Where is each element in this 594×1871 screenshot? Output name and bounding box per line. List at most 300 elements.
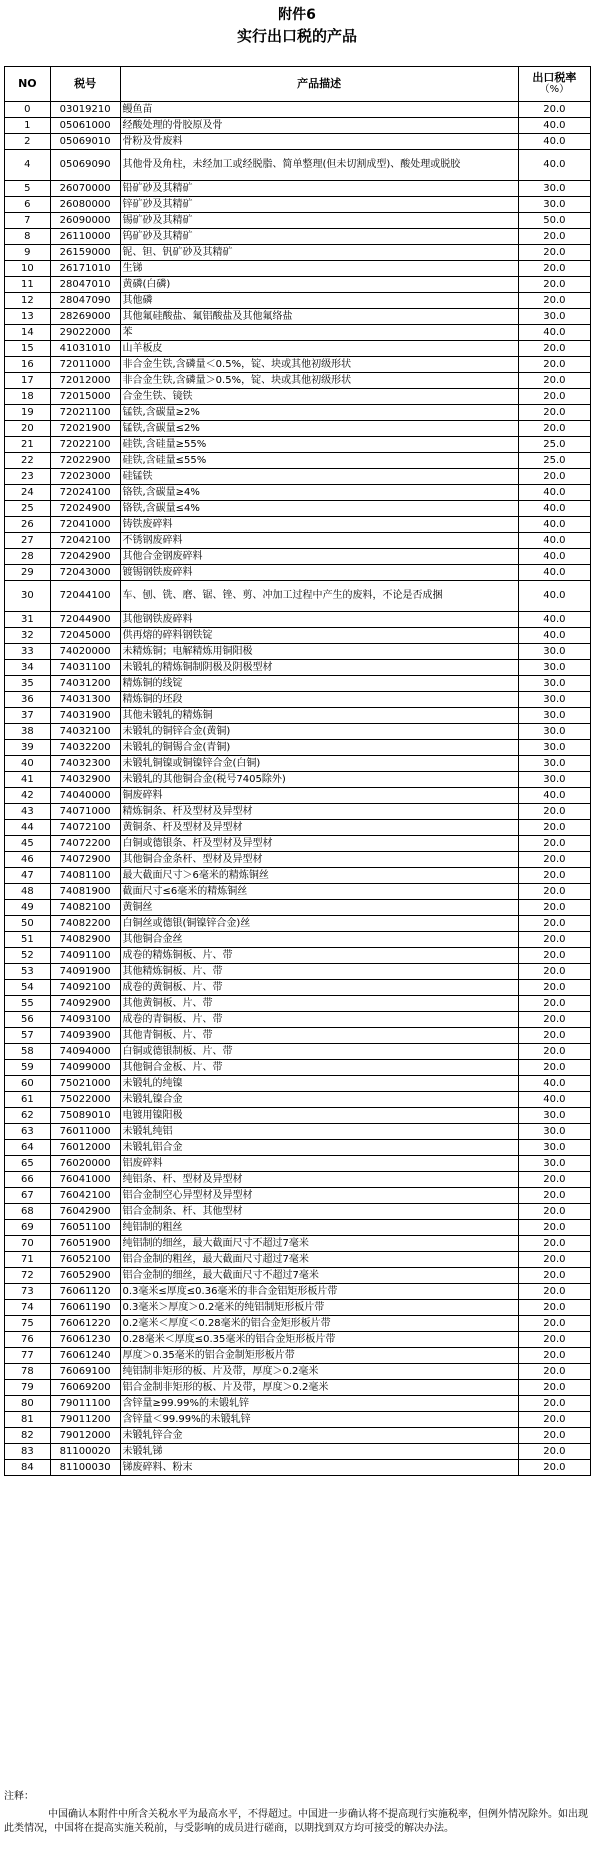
table-row [5,1268,591,1284]
row-number: 64 [5,1140,51,1156]
tariff-code: 76051100 [50,1220,120,1236]
product-description: 其他未锻轧的精炼铜 [120,708,518,724]
tariff-code: 72045000 [50,628,120,644]
table-row [5,197,591,213]
product-description: 鳗鱼苗 [120,102,518,118]
product-description: 0.28毫米＜厚度≤0.35毫米的铝合金矩形板片带 [120,1332,518,1348]
export-tax-rate: 30.0 [518,692,590,708]
row-number: 61 [5,1092,51,1108]
export-tax-rate: 20.0 [518,245,590,261]
export-tax-rate: 40.0 [518,1076,590,1092]
export-tax-rate: 30.0 [518,660,590,676]
export-tax-rate: 20.0 [518,1348,590,1364]
table-row [5,134,591,150]
row-number: 13 [5,309,51,325]
row-number: 1 [5,118,51,134]
product-description: 铬铁,含碳量≤4% [120,501,518,517]
tariff-code: 29022000 [50,325,120,341]
table-row [5,1156,591,1172]
tariff-code: 74032100 [50,724,120,740]
row-number: 66 [5,1172,51,1188]
header-rate-unit: （%） [539,84,570,95]
table-row [5,740,591,756]
table-row [5,533,591,549]
table-row [5,1428,591,1444]
product-description: 白铜或德银条、杆及型材及异型材 [120,836,518,852]
table-row [5,565,591,581]
annex-number: 附件6 [278,7,316,23]
export-tax-rate: 20.0 [518,1412,590,1428]
tariff-code: 74032200 [50,740,120,756]
product-description: 生锑 [120,261,518,277]
export-tax-rate: 20.0 [518,1188,590,1204]
row-number: 2 [5,134,51,150]
tariff-code: 28047090 [50,293,120,309]
product-description: 铝合金制的细丝，最大截面尺寸不超过7毫米 [120,1268,518,1284]
product-description: 其他钢铁废碎料 [120,612,518,628]
table-row [5,1332,591,1348]
tariff-code: 76061230 [50,1332,120,1348]
export-tax-rate: 30.0 [518,1108,590,1124]
table-row [5,756,591,772]
row-number: 32 [5,628,51,644]
row-number: 72 [5,1268,51,1284]
table-row [5,772,591,788]
row-number: 23 [5,469,51,485]
row-number: 36 [5,692,51,708]
row-number: 50 [5,916,51,932]
row-number: 49 [5,900,51,916]
tariff-code: 76061240 [50,1348,120,1364]
product-description: 截面尺寸≤6毫米的精炼铜丝 [120,884,518,900]
export-tax-rate: 20.0 [518,804,590,820]
export-tax-rate: 20.0 [518,1236,590,1252]
row-number: 51 [5,932,51,948]
export-tax-rate: 30.0 [518,1140,590,1156]
table-row [5,437,591,453]
export-tax-rate: 20.0 [518,1220,590,1236]
row-number: 58 [5,1044,51,1060]
row-number: 78 [5,1364,51,1380]
tariff-code: 76042900 [50,1204,120,1220]
table-row [5,660,591,676]
tariff-code: 72022100 [50,437,120,453]
export-tax-rate: 20.0 [518,996,590,1012]
export-tax-table [4,66,591,1476]
export-tax-rate: 40.0 [518,1092,590,1108]
table-row [5,1284,591,1300]
table-row [5,373,591,389]
header-no: NO [5,67,51,102]
row-number: 71 [5,1252,51,1268]
row-number: 17 [5,373,51,389]
row-number: 19 [5,405,51,421]
tariff-code: 72044900 [50,612,120,628]
export-tax-rate: 20.0 [518,964,590,980]
table-row [5,612,591,628]
table-row [5,357,591,373]
tariff-code: 76069100 [50,1364,120,1380]
product-description: 黄铜条、杆及型材及异型材 [120,820,518,836]
table-row [5,1236,591,1252]
product-description: 其他磷 [120,293,518,309]
product-description: 其他铜合金板、片、带 [120,1060,518,1076]
export-tax-rate: 20.0 [518,469,590,485]
export-tax-rate: 40.0 [518,628,590,644]
product-description: 纯铝制的细丝，最大截面尺寸不超过7毫米 [120,1236,518,1252]
row-number: 12 [5,293,51,309]
export-tax-rate: 30.0 [518,740,590,756]
product-description: 未锻轧的精炼铜制阴极及阴极型材 [120,660,518,676]
export-tax-rate: 20.0 [518,1428,590,1444]
row-number: 48 [5,884,51,900]
product-description: 不锈钢废碎料 [120,533,518,549]
export-tax-rate: 20.0 [518,357,590,373]
row-number: 38 [5,724,51,740]
product-description: 未锻轧的铜锌合金(黄铜) [120,724,518,740]
tariff-code: 75089010 [50,1108,120,1124]
export-tax-rate: 20.0 [518,1380,590,1396]
row-number: 67 [5,1188,51,1204]
product-description: 含锌量＜99.99%的未锻轧锌 [120,1412,518,1428]
table-row [5,1252,591,1268]
tariff-code: 03019210 [50,102,120,118]
table-row [5,1172,591,1188]
tariff-code: 74091100 [50,948,120,964]
row-number: 34 [5,660,51,676]
table-row [5,1012,591,1028]
table-row [5,804,591,820]
export-tax-rate: 20.0 [518,1044,590,1060]
tariff-code: 74031300 [50,692,120,708]
row-number: 21 [5,437,51,453]
product-description: 其他黄铜板、片、带 [120,996,518,1012]
product-description: 锡矿砂及其精矿 [120,213,518,229]
row-number: 57 [5,1028,51,1044]
row-number: 62 [5,1108,51,1124]
product-description: 0.3毫米≤厚度≤0.36毫米的非合金铝矩形板片带 [120,1284,518,1300]
export-tax-rate: 20.0 [518,868,590,884]
row-number: 76 [5,1332,51,1348]
row-number: 69 [5,1220,51,1236]
table-row [5,948,591,964]
tariff-code: 74094000 [50,1044,120,1060]
row-number: 81 [5,1412,51,1428]
tariff-code: 76061190 [50,1300,120,1316]
tariff-code: 74082100 [50,900,120,916]
table-row [5,1060,591,1076]
table-row [5,1140,591,1156]
table-row [5,1124,591,1140]
row-number: 42 [5,788,51,804]
table-row [5,229,591,245]
row-number: 28 [5,549,51,565]
export-tax-rate: 20.0 [518,1284,590,1300]
product-description: 铝合金制的粗丝，最大截面尺寸超过7毫米 [120,1252,518,1268]
product-description: 未锻轧镍合金 [120,1092,518,1108]
export-tax-rate: 20.0 [518,1396,590,1412]
product-description: 含锌量≥99.99%的未锻轧锌 [120,1396,518,1412]
table-row [5,485,591,501]
row-number: 83 [5,1444,51,1460]
tariff-code: 79011100 [50,1396,120,1412]
table-row [5,1044,591,1060]
tariff-code: 74081900 [50,884,120,900]
row-number: 55 [5,996,51,1012]
product-description: 纯铝制的粗丝 [120,1220,518,1236]
row-number: 25 [5,501,51,517]
tariff-code: 76069200 [50,1380,120,1396]
export-tax-rate: 20.0 [518,948,590,964]
tariff-code: 75021000 [50,1076,120,1092]
tariff-code: 72022900 [50,453,120,469]
row-number: 41 [5,772,51,788]
table-row [5,724,591,740]
tariff-code: 74071000 [50,804,120,820]
tariff-code: 76052100 [50,1252,120,1268]
export-tax-rate: 20.0 [518,1012,590,1028]
row-number: 24 [5,485,51,501]
table-row [5,900,591,916]
export-tax-rate: 20.0 [518,1316,590,1332]
table-row [5,1028,591,1044]
product-description: 供再熔的碎料钢铁锭 [120,628,518,644]
product-description: 未锻轧纯铝 [120,1124,518,1140]
row-number: 44 [5,820,51,836]
table-row [5,181,591,197]
product-description: 未锻轧锑 [120,1444,518,1460]
table-row [5,1204,591,1220]
product-description: 其他氟硅酸盐、氟铝酸盐及其他氟络盐 [120,309,518,325]
row-number: 54 [5,980,51,996]
table-row [5,118,591,134]
row-number: 26 [5,517,51,533]
product-description: 黄铜丝 [120,900,518,916]
tariff-code: 74082900 [50,932,120,948]
product-description: 钨矿砂及其精矿 [120,229,518,245]
export-tax-rate: 20.0 [518,373,590,389]
product-description: 铝合金制条、杆、其他型材 [120,1204,518,1220]
export-tax-rate: 20.0 [518,1268,590,1284]
export-tax-rate: 30.0 [518,181,590,197]
export-tax-rate: 20.0 [518,1204,590,1220]
product-description: 最大截面尺寸＞6毫米的精炼铜丝 [120,868,518,884]
row-number: 11 [5,277,51,293]
row-number: 77 [5,1348,51,1364]
row-number: 4 [5,150,51,181]
row-number: 53 [5,964,51,980]
export-tax-rate: 30.0 [518,197,590,213]
tariff-code: 72042100 [50,533,120,549]
table-row [5,788,591,804]
table-header-row [5,67,591,102]
row-number: 70 [5,1236,51,1252]
tariff-code: 74020000 [50,644,120,660]
product-description: 其他精炼铜板、片、带 [120,964,518,980]
table-row [5,421,591,437]
product-description: 硅锰铁 [120,469,518,485]
row-number: 68 [5,1204,51,1220]
row-number: 5 [5,181,51,197]
export-tax-rate: 30.0 [518,309,590,325]
table-row [5,1412,591,1428]
product-description: 合金生铁、镜铁 [120,389,518,405]
tariff-code: 74072900 [50,852,120,868]
product-description: 铸铁废碎料 [120,517,518,533]
export-tax-rate: 20.0 [518,1444,590,1460]
tariff-code: 74031100 [50,660,120,676]
export-tax-rate: 30.0 [518,756,590,772]
product-description: 非合金生铁,含磷量＞0.5%，锭、块或其他初级形状 [120,373,518,389]
export-tax-rate: 40.0 [518,788,590,804]
product-description: 白铜丝或德银(铜镍锌合金)丝 [120,916,518,932]
row-number: 33 [5,644,51,660]
table-row [5,150,591,181]
product-description: 锰铁,含碳量≤2% [120,421,518,437]
row-number: 43 [5,804,51,820]
export-tax-rate: 20.0 [518,1172,590,1188]
tariff-code: 81100030 [50,1460,120,1476]
table-row [5,1396,591,1412]
product-description: 厚度＞0.35毫米的铝合金制矩形板片带 [120,1348,518,1364]
table-row [5,708,591,724]
product-description: 成卷的黄铜板、片、带 [120,980,518,996]
table-row [5,1444,591,1460]
product-description: 山羊板皮 [120,341,518,357]
export-tax-rate: 20.0 [518,932,590,948]
export-tax-rate: 20.0 [518,102,590,118]
export-tax-rate: 20.0 [518,261,590,277]
tariff-code: 79011200 [50,1412,120,1428]
table-row [5,245,591,261]
tariff-code: 74032300 [50,756,120,772]
row-number: 31 [5,612,51,628]
row-number: 46 [5,852,51,868]
row-number: 16 [5,357,51,373]
export-tax-rate: 20.0 [518,1028,590,1044]
table-row [5,581,591,612]
tariff-code: 72024900 [50,501,120,517]
export-tax-rate: 25.0 [518,437,590,453]
table-row [5,820,591,836]
product-description: 经酸处理的骨胶原及骨 [120,118,518,134]
row-number: 7 [5,213,51,229]
export-tax-rate: 30.0 [518,1156,590,1172]
row-number: 14 [5,325,51,341]
product-description: 铬铁,含碳量≥4% [120,485,518,501]
product-description: 纯铝制非矩形的板、片及带，厚度＞0.2毫米 [120,1364,518,1380]
export-tax-rate: 40.0 [518,118,590,134]
export-tax-rate: 40.0 [518,501,590,517]
tariff-code: 74031200 [50,676,120,692]
export-tax-rate: 40.0 [518,549,590,565]
table-row [5,676,591,692]
row-number: 27 [5,533,51,549]
table-row [5,1188,591,1204]
table-row [5,277,591,293]
row-number: 84 [5,1460,51,1476]
note-text: 中国确认本附件中所含关税水平为最高水平，不得超过。中国进一步确认将不提高现行实施税率，但例外情况除外。如出现此类情况，中国将在提高实施关税前，与受影响的成员进行磋商，以期找到双方均可接受的解决办法。 [4,1809,588,1834]
table-row [5,932,591,948]
table-row [5,469,591,485]
export-tax-rate: 40.0 [518,533,590,549]
export-tax-rate: 20.0 [518,1060,590,1076]
product-description: 非合金生铁,含磷量＜0.5%，锭、块或其他初级形状 [120,357,518,373]
table-row [5,1380,591,1396]
product-description: 精炼铜的坯段 [120,692,518,708]
export-tax-rate: 20.0 [518,341,590,357]
row-number: 0 [5,102,51,118]
product-description: 铝合金制空心异型材及异型材 [120,1188,518,1204]
tariff-code: 74082200 [50,916,120,932]
product-description: 铝合金制非矩形的板、片及带，厚度＞0.2毫米 [120,1380,518,1396]
row-number: 52 [5,948,51,964]
product-description: 苯 [120,325,518,341]
row-number: 30 [5,581,51,612]
tariff-code: 72011000 [50,357,120,373]
table-row [5,628,591,644]
product-description: 未锻轧锌合金 [120,1428,518,1444]
table-row [5,1076,591,1092]
product-description: 精炼铜条、杆及型材及异型材 [120,804,518,820]
row-number: 59 [5,1060,51,1076]
table-row [5,692,591,708]
row-number: 75 [5,1316,51,1332]
export-tax-rate: 20.0 [518,405,590,421]
table-row [5,1460,591,1476]
row-number: 37 [5,708,51,724]
tariff-code: 26080000 [50,197,120,213]
note-label: 注释： [4,1791,34,1802]
product-description: 纯铝条、杆、型材及异型材 [120,1172,518,1188]
product-description: 电镀用镍阳极 [120,1108,518,1124]
product-description: 0.2毫米＜厚度＜0.28毫米的铝合金矩形板片带 [120,1316,518,1332]
product-description: 黄磷(白磷) [120,277,518,293]
tariff-code: 76061120 [50,1284,120,1300]
tariff-code: 26070000 [50,181,120,197]
tariff-code: 74040000 [50,788,120,804]
export-tax-rate: 20.0 [518,852,590,868]
export-tax-rate: 40.0 [518,485,590,501]
row-number: 73 [5,1284,51,1300]
table-row [5,1108,591,1124]
tariff-code: 72043000 [50,565,120,581]
tariff-code: 72024100 [50,485,120,501]
row-number: 20 [5,421,51,437]
product-description: 车、刨、铣、磨、锯、锉、剪、冲加工过程中产生的废料，不论是否成捆 [120,581,518,612]
tariff-code: 74072200 [50,836,120,852]
table-row [5,261,591,277]
tariff-code: 72042900 [50,549,120,565]
row-number: 22 [5,453,51,469]
product-description: 成卷的青铜板、片、带 [120,1012,518,1028]
row-number: 47 [5,868,51,884]
export-tax-rate: 50.0 [518,213,590,229]
row-number: 6 [5,197,51,213]
product-description: 成卷的精炼铜板、片、带 [120,948,518,964]
export-tax-rate: 20.0 [518,1300,590,1316]
table-row [5,836,591,852]
product-description: 其他青铜板、片、带 [120,1028,518,1044]
table-row [5,1220,591,1236]
tariff-code: 72023000 [50,469,120,485]
export-tax-rate: 40.0 [518,150,590,181]
export-tax-rate: 20.0 [518,389,590,405]
product-description: 未锻轧的其他铜合金(税号7405除外) [120,772,518,788]
tariff-code: 74092100 [50,980,120,996]
row-number: 15 [5,341,51,357]
product-description: 精炼铜的线锭 [120,676,518,692]
